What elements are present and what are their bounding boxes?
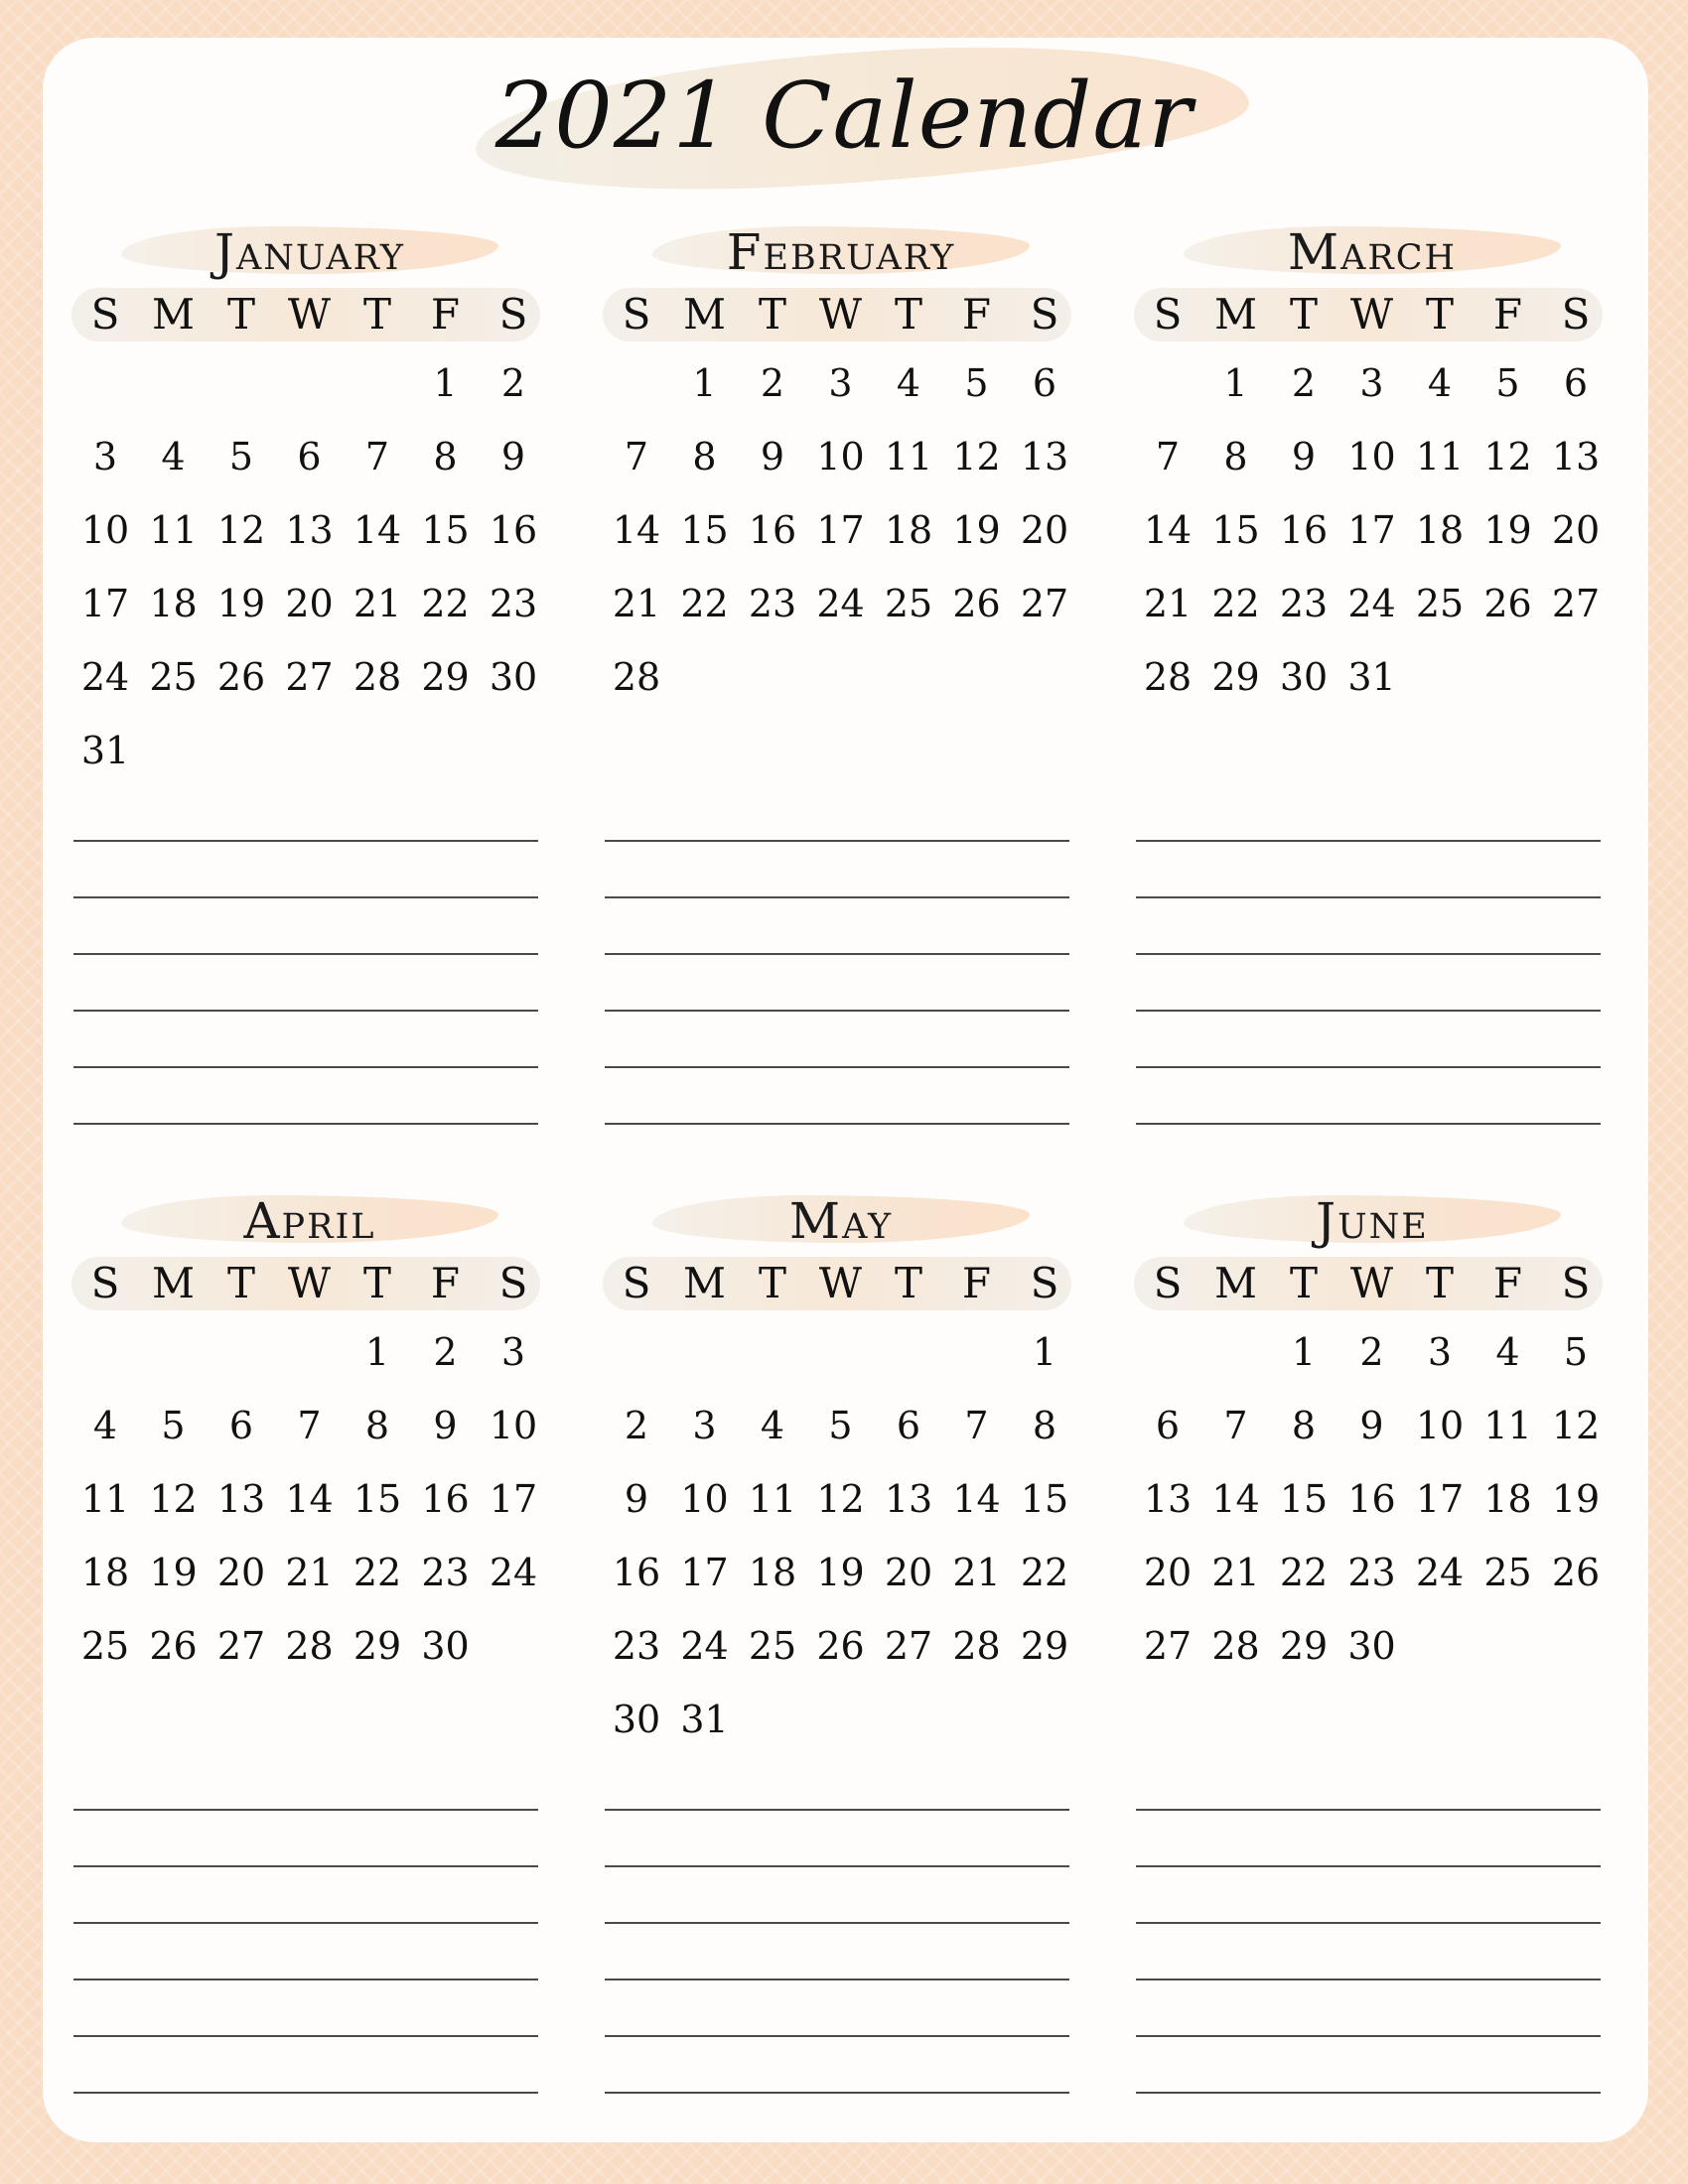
notes-line[interactable] <box>605 1922 1069 1924</box>
day-cell[interactable]: 29 <box>352 1624 402 1668</box>
day-cell[interactable]: 3 <box>828 361 853 405</box>
day-cell[interactable]: 4 <box>1495 1330 1520 1374</box>
weekday-label: M <box>151 290 195 339</box>
day-cell[interactable]: 1 <box>1291 1330 1317 1374</box>
notes-line[interactable] <box>73 896 538 898</box>
notes-line[interactable] <box>1136 840 1601 842</box>
day-cell[interactable]: 6 <box>297 435 322 478</box>
day-cell[interactable]: 18 <box>149 582 198 625</box>
day-cell[interactable]: 30 <box>612 1698 661 1741</box>
day-cell[interactable]: 8 <box>1291 1404 1317 1447</box>
day-cell[interactable]: 18 <box>1483 1477 1532 1521</box>
day-cell[interactable]: 23 <box>421 1551 470 1594</box>
day-cell[interactable]: 24 <box>1415 1551 1465 1594</box>
day-cell[interactable]: 22 <box>680 582 729 625</box>
weekday-label: M <box>1213 1259 1257 1307</box>
notes-line[interactable] <box>605 896 1069 898</box>
day-cell[interactable]: 31 <box>80 729 130 772</box>
weekday-label: F <box>1492 1259 1523 1307</box>
weekday-label: F <box>1492 290 1523 339</box>
day-cell[interactable]: 24 <box>816 582 865 625</box>
month-january <box>71 220 548 1198</box>
day-cell[interactable]: 12 <box>952 435 1001 478</box>
day-cell[interactable]: 21 <box>285 1551 334 1594</box>
day-cell[interactable]: 15 <box>1279 1477 1329 1521</box>
day-cell[interactable]: 2 <box>760 361 785 405</box>
day-cell[interactable]: 26 <box>1551 1551 1601 1594</box>
day-cell[interactable]: 22 <box>421 582 470 625</box>
weekday-label: W <box>818 1259 863 1307</box>
notes-line[interactable] <box>73 953 538 955</box>
day-cell[interactable]: 11 <box>748 1477 797 1521</box>
day-cell[interactable]: 22 <box>1211 582 1260 625</box>
day-cell[interactable]: 7 <box>1155 435 1181 478</box>
weekday-label: T <box>894 290 922 339</box>
month-name: February <box>726 223 956 281</box>
weekday-label: T <box>1425 290 1454 339</box>
day-cell[interactable]: 4 <box>760 1404 785 1447</box>
day-cell[interactable]: 23 <box>1279 582 1329 625</box>
day-cell[interactable]: 24 <box>1347 582 1396 625</box>
day-cell[interactable]: 13 <box>1143 1477 1193 1521</box>
day-cell[interactable]: 8 <box>364 1404 390 1447</box>
day-cell[interactable]: 25 <box>884 582 933 625</box>
day-cell[interactable]: 1 <box>364 1330 390 1374</box>
day-cell[interactable]: 16 <box>1347 1477 1396 1521</box>
day-cell[interactable]: 28 <box>1143 655 1193 699</box>
day-cell[interactable]: 14 <box>352 508 402 552</box>
day-cell[interactable]: 20 <box>285 582 334 625</box>
day-cell[interactable]: 17 <box>489 1477 538 1521</box>
day-cell[interactable]: 22 <box>1279 1551 1329 1594</box>
day-cell[interactable]: 20 <box>1020 508 1069 552</box>
day-cell[interactable]: 29 <box>1211 655 1260 699</box>
notes-line[interactable] <box>605 1123 1069 1125</box>
day-cell[interactable]: 17 <box>816 508 865 552</box>
page-title: 2021 Calendar <box>494 63 1194 169</box>
day-cell[interactable]: 4 <box>161 435 186 478</box>
day-cell[interactable]: 5 <box>828 1404 853 1447</box>
day-cell[interactable]: 29 <box>1020 1624 1069 1668</box>
day-cell[interactable]: 13 <box>216 1477 266 1521</box>
day-cell[interactable]: 17 <box>1347 508 1396 552</box>
day-cell[interactable]: 22 <box>352 1551 402 1594</box>
day-cell[interactable]: 29 <box>1279 1624 1329 1668</box>
day-cell[interactable]: 24 <box>80 655 130 699</box>
day-cell[interactable]: 19 <box>1551 1477 1601 1521</box>
month-name: April <box>243 1192 376 1250</box>
day-cell[interactable]: 11 <box>1483 1404 1532 1447</box>
day-cell[interactable]: 2 <box>624 1404 649 1447</box>
day-cell[interactable]: 16 <box>748 508 797 552</box>
day-cell[interactable]: 10 <box>816 435 865 478</box>
day-cell[interactable]: 9 <box>624 1477 649 1521</box>
title-area <box>0 0 1688 199</box>
day-cell[interactable]: 28 <box>352 655 402 699</box>
day-cell[interactable]: 16 <box>1279 508 1329 552</box>
weekday-label: T <box>226 290 255 339</box>
weekday-label: S <box>622 290 651 339</box>
day-cell[interactable]: 13 <box>1551 435 1601 478</box>
weekday-label: S <box>1561 290 1591 339</box>
day-cell[interactable]: 7 <box>624 435 649 478</box>
day-cell[interactable]: 21 <box>352 582 402 625</box>
day-cell[interactable]: 24 <box>680 1624 729 1668</box>
notes-line[interactable] <box>605 840 1069 842</box>
notes-line[interactable] <box>73 1809 538 1811</box>
day-cell[interactable]: 7 <box>364 435 390 478</box>
notes-line[interactable] <box>1136 953 1601 955</box>
month-april <box>71 1189 548 2167</box>
month-may <box>603 1189 1079 2167</box>
day-cell[interactable]: 11 <box>1415 435 1465 478</box>
day-cell[interactable]: 10 <box>1347 435 1396 478</box>
day-cell[interactable]: 18 <box>884 508 933 552</box>
notes-line[interactable] <box>1136 1922 1601 1924</box>
month-june <box>1134 1189 1611 2167</box>
day-cell[interactable]: 7 <box>297 1404 322 1447</box>
day-cell[interactable]: 25 <box>1483 1551 1532 1594</box>
weekday-label: T <box>362 290 391 339</box>
day-cell[interactable]: 1 <box>692 361 717 405</box>
day-cell[interactable]: 31 <box>680 1698 729 1741</box>
day-cell[interactable]: 23 <box>1347 1551 1396 1594</box>
weekday-label: M <box>151 1259 195 1307</box>
weekday-label: T <box>1289 1259 1318 1307</box>
notes-line[interactable] <box>1136 1809 1601 1811</box>
notes-line[interactable] <box>1136 1979 1601 1980</box>
day-cell[interactable]: 27 <box>1143 1624 1193 1668</box>
day-cell[interactable]: 6 <box>896 1404 921 1447</box>
day-cell[interactable]: 29 <box>421 655 470 699</box>
day-cell[interactable]: 16 <box>489 508 538 552</box>
day-cell[interactable]: 26 <box>216 655 266 699</box>
day-cell[interactable]: 19 <box>952 508 1001 552</box>
day-cell[interactable]: 3 <box>92 435 118 478</box>
day-cell[interactable]: 20 <box>884 1551 933 1594</box>
day-cell[interactable]: 14 <box>612 508 661 552</box>
weekday-label: W <box>1349 290 1394 339</box>
notes-line[interactable] <box>605 1066 1069 1068</box>
day-cell[interactable]: 10 <box>80 508 130 552</box>
day-cell[interactable]: 11 <box>149 508 198 552</box>
day-cell[interactable]: 21 <box>612 582 661 625</box>
day-cell[interactable]: 2 <box>1359 1330 1384 1374</box>
day-cell[interactable]: 17 <box>680 1551 729 1594</box>
day-cell[interactable]: 4 <box>92 1404 118 1447</box>
weekday-label: W <box>818 290 863 339</box>
day-cell[interactable]: 3 <box>500 1330 526 1374</box>
day-cell[interactable]: 23 <box>748 582 797 625</box>
day-cell[interactable]: 6 <box>1032 361 1057 405</box>
day-cell[interactable]: 9 <box>1291 435 1317 478</box>
day-cell[interactable]: 9 <box>1359 1404 1384 1447</box>
weekday-label: S <box>1030 290 1059 339</box>
day-cell[interactable]: 17 <box>80 582 130 625</box>
month-name: March <box>1287 223 1458 281</box>
day-cell[interactable]: 17 <box>1415 1477 1465 1521</box>
weekday-label: T <box>894 1259 922 1307</box>
day-cell[interactable]: 10 <box>489 1404 538 1447</box>
day-cell[interactable]: 13 <box>285 508 334 552</box>
day-cell[interactable]: 16 <box>421 1477 470 1521</box>
day-cell[interactable]: 15 <box>1020 1477 1069 1521</box>
day-cell[interactable]: 14 <box>952 1477 1001 1521</box>
day-cell[interactable]: 27 <box>1020 582 1069 625</box>
day-cell[interactable]: 18 <box>1415 508 1465 552</box>
day-cell[interactable]: 12 <box>216 508 266 552</box>
weekday-label: F <box>961 290 992 339</box>
day-cell[interactable]: 30 <box>421 1624 470 1668</box>
notes-line[interactable] <box>605 953 1069 955</box>
day-cell[interactable]: 20 <box>1551 508 1601 552</box>
day-cell[interactable]: 4 <box>1427 361 1453 405</box>
day-cell[interactable]: 28 <box>612 655 661 699</box>
weekday-label: S <box>1153 290 1183 339</box>
day-cell[interactable]: 27 <box>285 655 334 699</box>
day-cell[interactable]: 19 <box>216 582 266 625</box>
notes-line[interactable] <box>73 1123 538 1125</box>
day-cell[interactable]: 20 <box>216 1551 266 1594</box>
day-cell[interactable]: 12 <box>1483 435 1532 478</box>
day-cell[interactable]: 18 <box>748 1551 797 1594</box>
day-cell[interactable]: 4 <box>896 361 921 405</box>
day-cell[interactable]: 5 <box>161 1404 186 1447</box>
notes-line[interactable] <box>605 1865 1069 1867</box>
day-cell[interactable]: 16 <box>612 1551 661 1594</box>
day-cell[interactable]: 7 <box>964 1404 989 1447</box>
notes-line[interactable] <box>1136 1010 1601 1012</box>
day-cell[interactable]: 15 <box>421 508 470 552</box>
day-cell[interactable]: 11 <box>884 435 933 478</box>
weekday-label: F <box>430 290 461 339</box>
month-name: June <box>1316 1192 1429 1250</box>
weekday-label: S <box>90 1259 120 1307</box>
weekday-label: F <box>430 1259 461 1307</box>
day-cell[interactable]: 8 <box>1032 1404 1057 1447</box>
day-cell[interactable]: 5 <box>228 435 254 478</box>
day-cell[interactable]: 26 <box>952 582 1001 625</box>
weekday-label: S <box>498 290 528 339</box>
day-cell[interactable]: 15 <box>680 508 729 552</box>
day-cell[interactable]: 7 <box>1223 1404 1248 1447</box>
day-cell[interactable]: 18 <box>80 1551 130 1594</box>
day-cell[interactable]: 28 <box>952 1624 1001 1668</box>
day-cell[interactable]: 10 <box>1415 1404 1465 1447</box>
day-cell[interactable]: 11 <box>80 1477 130 1521</box>
day-cell[interactable]: 1 <box>1032 1330 1057 1374</box>
weekday-label: S <box>498 1259 528 1307</box>
day-cell[interactable]: 2 <box>433 1330 458 1374</box>
day-cell[interactable]: 3 <box>692 1404 717 1447</box>
notes-line[interactable] <box>73 1865 538 1867</box>
day-cell[interactable]: 8 <box>433 435 458 478</box>
day-cell[interactable]: 2 <box>1291 361 1317 405</box>
day-cell[interactable]: 5 <box>1495 361 1520 405</box>
day-cell[interactable]: 13 <box>1020 435 1069 478</box>
weekday-label: T <box>758 1259 786 1307</box>
weekday-label: T <box>362 1259 391 1307</box>
day-cell[interactable]: 28 <box>285 1624 334 1668</box>
day-cell[interactable]: 19 <box>816 1551 865 1594</box>
day-cell[interactable]: 19 <box>149 1551 198 1594</box>
day-cell[interactable]: 15 <box>1211 508 1260 552</box>
notes-line[interactable] <box>73 2092 538 2094</box>
day-cell[interactable]: 15 <box>352 1477 402 1521</box>
day-cell[interactable]: 9 <box>760 435 785 478</box>
day-cell[interactable]: 26 <box>1483 582 1532 625</box>
weekday-label: W <box>287 1259 332 1307</box>
notes-line[interactable] <box>1136 1123 1601 1125</box>
day-cell[interactable]: 24 <box>489 1551 538 1594</box>
day-cell[interactable]: 1 <box>433 361 458 405</box>
weekday-label: T <box>1289 290 1318 339</box>
day-cell[interactable]: 5 <box>1563 1330 1589 1374</box>
day-cell[interactable]: 2 <box>500 361 526 405</box>
weekday-label: T <box>758 290 786 339</box>
day-cell[interactable]: 6 <box>1563 361 1589 405</box>
notes-line[interactable] <box>1136 896 1601 898</box>
day-cell[interactable]: 12 <box>149 1477 198 1521</box>
month-february <box>603 220 1079 1198</box>
day-cell[interactable]: 1 <box>1223 361 1248 405</box>
weekday-label: F <box>961 1259 992 1307</box>
weekday-label: S <box>1561 1259 1591 1307</box>
weekday-label: T <box>1425 1259 1454 1307</box>
notes-line[interactable] <box>1136 1066 1601 1068</box>
day-cell[interactable]: 3 <box>1359 361 1384 405</box>
day-cell[interactable]: 6 <box>1155 1404 1181 1447</box>
day-cell[interactable]: 6 <box>228 1404 254 1447</box>
day-cell[interactable]: 25 <box>149 655 198 699</box>
day-cell[interactable]: 14 <box>285 1477 334 1521</box>
day-cell[interactable]: 26 <box>816 1624 865 1668</box>
day-cell[interactable]: 30 <box>1279 655 1329 699</box>
notes-line[interactable] <box>73 840 538 842</box>
day-cell[interactable]: 14 <box>1211 1477 1260 1521</box>
month-name: January <box>213 223 406 281</box>
day-cell[interactable]: 28 <box>1211 1624 1260 1668</box>
day-cell[interactable]: 27 <box>884 1624 933 1668</box>
month-name: May <box>788 1192 894 1250</box>
day-cell[interactable]: 22 <box>1020 1551 1069 1594</box>
notes-line[interactable] <box>605 1979 1069 1980</box>
day-cell[interactable]: 21 <box>1211 1551 1260 1594</box>
day-cell[interactable]: 23 <box>612 1624 661 1668</box>
day-cell[interactable]: 21 <box>952 1551 1001 1594</box>
day-cell[interactable]: 3 <box>1427 1330 1453 1374</box>
weekday-label: S <box>1030 1259 1059 1307</box>
weekday-label: M <box>682 1259 726 1307</box>
month-march <box>1134 220 1611 1198</box>
day-cell[interactable]: 31 <box>1347 655 1396 699</box>
notes-line[interactable] <box>73 1010 538 1012</box>
day-cell[interactable]: 8 <box>1223 435 1248 478</box>
day-cell[interactable]: 5 <box>964 361 989 405</box>
day-cell[interactable]: 12 <box>816 1477 865 1521</box>
notes-line[interactable] <box>605 1809 1069 1811</box>
day-cell[interactable]: 12 <box>1551 1404 1601 1447</box>
weekday-label: M <box>682 290 726 339</box>
day-cell[interactable]: 9 <box>433 1404 458 1447</box>
weekday-label: T <box>226 1259 255 1307</box>
notes-line[interactable] <box>1136 1865 1601 1867</box>
day-cell[interactable]: 9 <box>500 435 526 478</box>
day-cell[interactable]: 27 <box>216 1624 266 1668</box>
notes-line[interactable] <box>73 1979 538 1980</box>
weekday-label: W <box>287 290 332 339</box>
weekday-label: S <box>1153 1259 1183 1307</box>
weekday-label: S <box>90 290 120 339</box>
notes-line[interactable] <box>605 1010 1069 1012</box>
weekday-label: W <box>1349 1259 1394 1307</box>
day-cell[interactable]: 10 <box>680 1477 729 1521</box>
day-cell[interactable]: 25 <box>748 1624 797 1668</box>
day-cell[interactable]: 25 <box>80 1624 130 1668</box>
notes-line[interactable] <box>1136 2035 1601 2037</box>
notes-line[interactable] <box>73 1066 538 1068</box>
notes-line[interactable] <box>73 1922 538 1924</box>
day-cell[interactable]: 21 <box>1143 582 1193 625</box>
notes-line[interactable] <box>73 2035 538 2037</box>
notes-line[interactable] <box>1136 2092 1601 2094</box>
notes-line[interactable] <box>605 2035 1069 2037</box>
notes-line[interactable] <box>605 2092 1069 2094</box>
day-cell[interactable]: 27 <box>1551 582 1601 625</box>
day-cell[interactable]: 30 <box>1347 1624 1396 1668</box>
weekday-label: M <box>1213 290 1257 339</box>
day-cell[interactable]: 26 <box>149 1624 198 1668</box>
day-cell[interactable]: 13 <box>884 1477 933 1521</box>
day-cell[interactable]: 8 <box>692 435 717 478</box>
day-cell[interactable]: 23 <box>489 582 538 625</box>
weekday-label: S <box>622 1259 651 1307</box>
day-cell[interactable]: 19 <box>1483 508 1532 552</box>
day-cell[interactable]: 25 <box>1415 582 1465 625</box>
day-cell[interactable]: 30 <box>489 655 538 699</box>
day-cell[interactable]: 20 <box>1143 1551 1193 1594</box>
day-cell[interactable]: 14 <box>1143 508 1193 552</box>
